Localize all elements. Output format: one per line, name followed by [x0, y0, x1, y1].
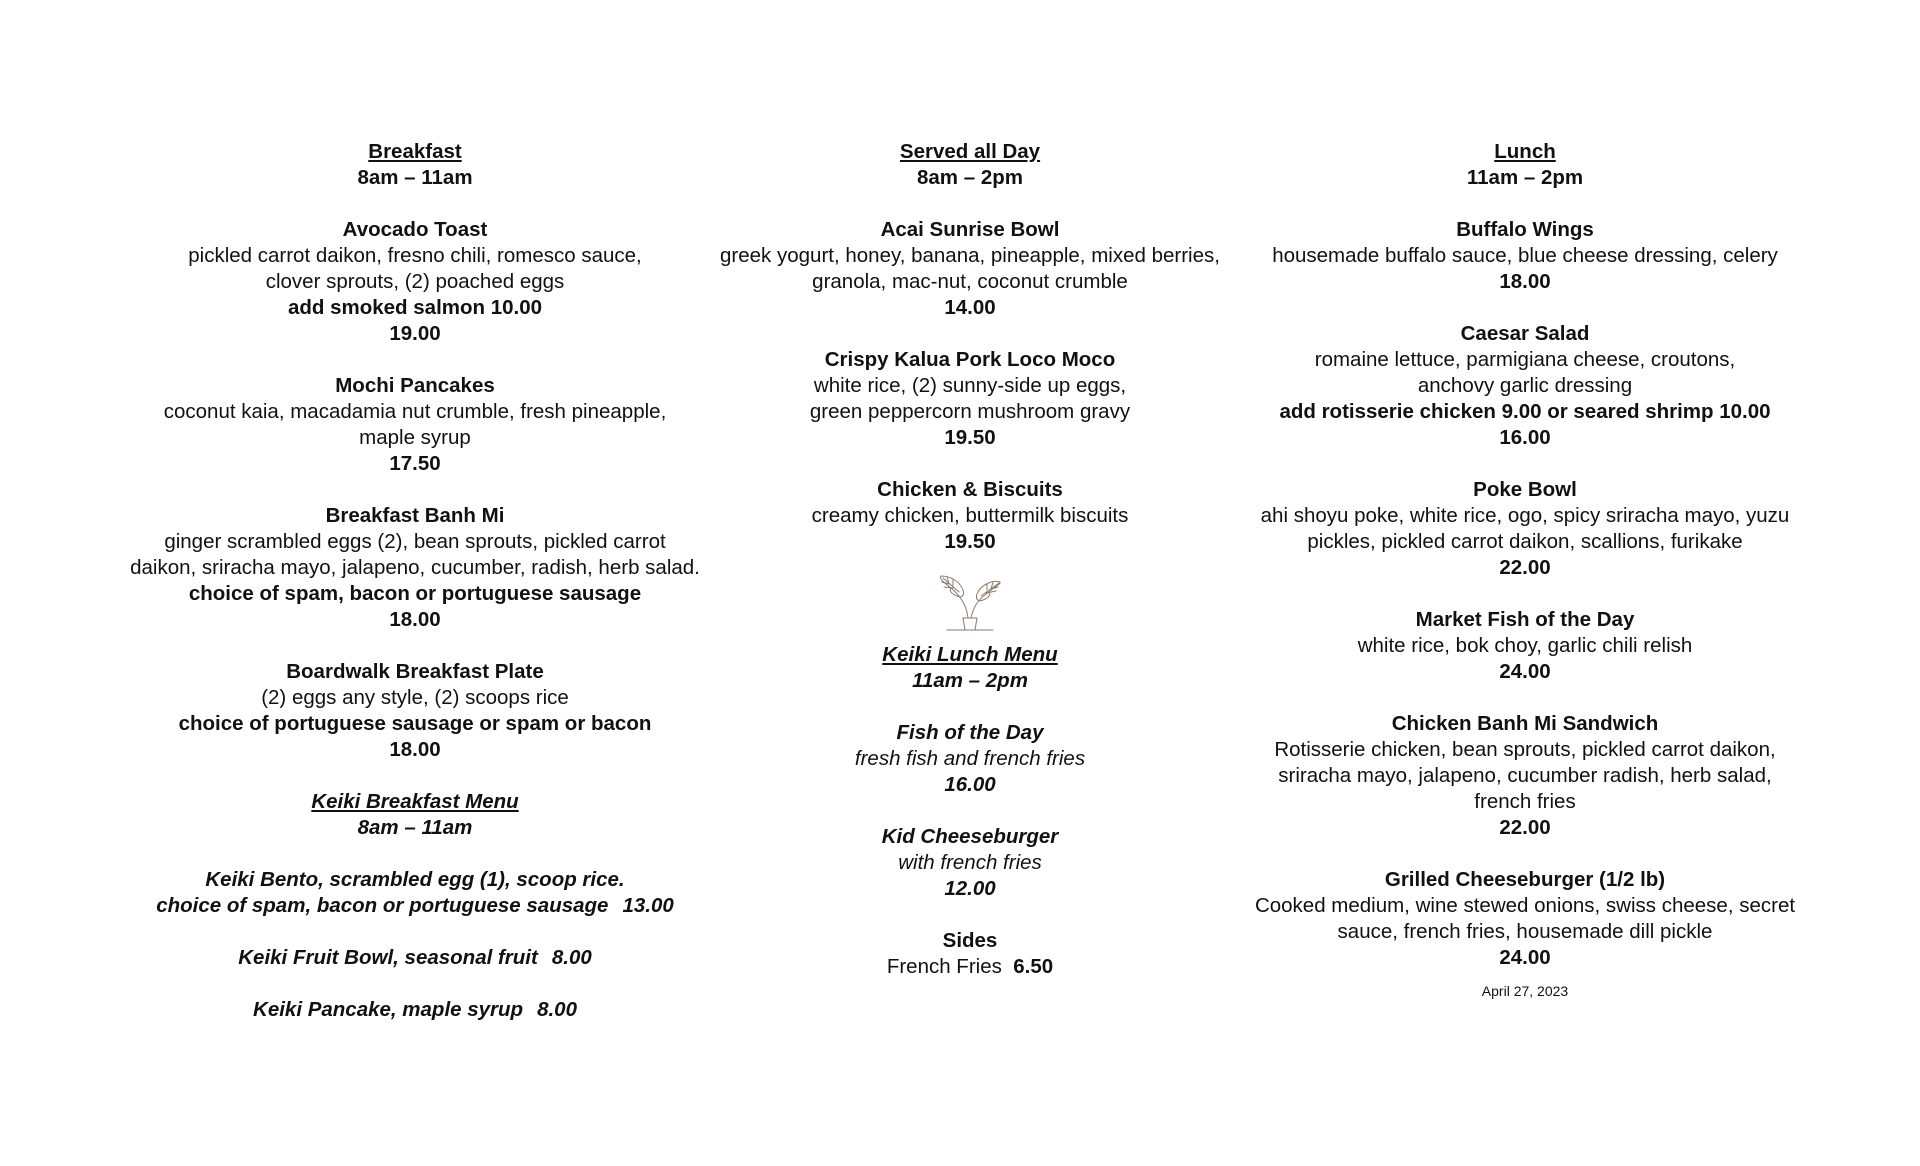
item-desc: greek yogurt, honey, banana, pineapple, mixed berries, [720, 244, 1220, 267]
item-addon: add rotisserie chicken 9.00 or seared shrimp 10.00 [1279, 400, 1771, 423]
item-desc: maple syrup [359, 426, 471, 449]
menu-item [1240, 607, 1810, 685]
item-name: Buffalo Wings [1456, 218, 1594, 241]
menu-item [1240, 867, 1810, 971]
lunch-title: Lunch [1494, 140, 1556, 163]
keiki-lunch-section [690, 642, 1250, 694]
item-price: 24.00 [1499, 946, 1551, 969]
item-desc: creamy chicken, buttermilk biscuits [811, 504, 1129, 527]
item-desc: Cooked medium, wine stewed onions, swiss cheese, secret [1254, 894, 1796, 917]
item-name: Keiki Fruit Bowl, seasonal fruit [238, 946, 538, 969]
item-desc: fresh fish and french fries [854, 747, 1086, 770]
item-desc: (2) eggs any style, (2) scoops rice [261, 686, 569, 709]
menu-item [120, 217, 710, 347]
item-price: 16.00 [1499, 426, 1551, 449]
keiki-lunch-hours: 11am – 2pm [912, 669, 1028, 692]
item-desc: pickles, pickled carrot daikon, scallions, furikake [1307, 530, 1743, 553]
item-name: Market Fish of the Day [1415, 608, 1635, 631]
menu-item [120, 503, 710, 633]
menu-item [1240, 477, 1810, 581]
item-price: 14.00 [944, 296, 996, 319]
item-name: Chicken & Biscuits [877, 478, 1063, 501]
item-name: Caesar Salad [1460, 322, 1590, 345]
menu-item [1240, 321, 1810, 451]
item-desc: pickled carrot daikon, fresno chili, romesco sauce, [188, 244, 642, 267]
item-price: 19.50 [944, 530, 996, 553]
keiki-lunch-title: Keiki Lunch Menu [882, 643, 1058, 666]
item-desc: granola, mac-nut, coconut crumble [812, 270, 1128, 293]
item-desc: french fries [1474, 790, 1576, 813]
item-name: Poke Bowl [1473, 478, 1577, 501]
item-price: 8.00 [551, 946, 592, 969]
menu-date: April 27, 2023 [1481, 983, 1569, 999]
item-price: 17.50 [389, 452, 441, 475]
item-desc: with french fries [898, 851, 1042, 874]
item-name: Avocado Toast [342, 218, 488, 241]
breakfast-title: Breakfast [368, 140, 462, 163]
menu-item [690, 217, 1250, 321]
item-desc: white rice, (2) sunny-side up eggs, [813, 374, 1127, 397]
item-desc: green peppercorn mushroom gravy [809, 400, 1131, 423]
potted-plant-icon [937, 572, 1003, 632]
item-price: 19.00 [389, 322, 441, 345]
item-price: 16.00 [944, 773, 996, 796]
item-desc: coconut kaia, macadamia nut crumble, fresh pineapple, [163, 400, 667, 423]
menu-item [120, 373, 710, 477]
item-name: Kid Cheeseburger [881, 825, 1059, 848]
menu-item [1240, 217, 1810, 295]
item-addon: choice of spam, bacon or portuguese sausage [156, 894, 609, 917]
item-price: 18.00 [1499, 270, 1551, 293]
item-price: 18.00 [389, 608, 441, 631]
item-name: Chicken Banh Mi Sandwich [1391, 712, 1659, 735]
item-price: 6.50 [1013, 955, 1054, 978]
item-name: Fish of the Day [896, 721, 1044, 744]
keiki-breakfast-title: Keiki Breakfast Menu [311, 790, 519, 813]
item-desc: ginger scrambled eggs (2), bean sprouts, pickled carrot [164, 530, 666, 553]
menu-item [120, 997, 710, 1023]
item-addon: choice of spam, bacon or portuguese sausage [188, 582, 642, 605]
keiki-breakfast-hours: 8am – 11am [357, 816, 473, 839]
sides-section [690, 928, 1250, 980]
sides-title: Sides [942, 929, 998, 952]
menu-item [1240, 711, 1810, 841]
item-desc: housemade buffalo sauce, blue cheese dressing, celery [1272, 244, 1778, 267]
menu-item [690, 720, 1250, 798]
item-desc: Rotisserie chicken, bean sprouts, pickled carrot daikon, [1274, 738, 1776, 761]
item-price: 18.00 [389, 738, 441, 761]
lunch-column [1240, 139, 1810, 1001]
item-price: 13.00 [622, 894, 674, 917]
item-addon: add smoked salmon 10.00 [287, 296, 543, 319]
item-name: French Fries [886, 955, 1002, 978]
item-price: 22.00 [1499, 816, 1551, 839]
item-name: Breakfast Banh Mi [325, 504, 505, 527]
lunch-hours: 11am – 2pm [1466, 166, 1584, 189]
item-desc: sauce, french fries, housemade dill pickle [1337, 920, 1713, 943]
all-day-title: Served all Day [899, 140, 1041, 163]
breakfast-hours: 8am – 11am [357, 166, 473, 189]
item-price: 22.00 [1499, 556, 1551, 579]
keiki-breakfast-section [120, 789, 710, 841]
item-desc: anchovy garlic dressing [1417, 374, 1633, 397]
item-name: Grilled Cheeseburger (1/2 lb) [1384, 868, 1666, 891]
menu-item [120, 659, 710, 763]
item-name: Acai Sunrise Bowl [880, 218, 1060, 241]
item-name: Mochi Pancakes [335, 374, 495, 397]
menu-item [690, 824, 1250, 902]
breakfast-column [120, 139, 710, 1023]
item-price: 19.50 [944, 426, 996, 449]
item-price: 12.00 [944, 877, 996, 900]
item-desc: ahi shoyu poke, white rice, ogo, spicy sriracha mayo, yuzu [1260, 504, 1790, 527]
item-desc: sriracha mayo, jalapeno, cucumber radish, herb salad, [1278, 764, 1772, 787]
item-price: 8.00 [537, 998, 577, 1021]
item-name: Crispy Kalua Pork Loco Moco [824, 348, 1116, 371]
item-desc: romaine lettuce, parmigiana cheese, croutons, [1314, 348, 1736, 371]
item-desc: clover sprouts, (2) poached eggs [265, 270, 565, 293]
item-addon: choice of portuguese sausage or spam or bacon [178, 712, 652, 735]
menu-item [690, 477, 1250, 555]
item-name: Boardwalk Breakfast Plate [286, 660, 544, 683]
item-price: 24.00 [1499, 660, 1551, 683]
item-desc: white rice, bok choy, garlic chili relish [1357, 634, 1693, 657]
all-day-hours: 8am – 2pm [917, 166, 1023, 189]
menu-item [120, 945, 710, 971]
menu-item [690, 347, 1250, 451]
item-name: Keiki Bento, scrambled egg (1), scoop rice. [205, 868, 625, 891]
menu-item [120, 867, 710, 919]
item-desc: daikon, sriracha mayo, jalapeno, cucumber, radish, herb salad. [130, 556, 700, 579]
item-name: Keiki Pancake, maple syrup [253, 998, 524, 1021]
all-day-column [690, 139, 1250, 980]
